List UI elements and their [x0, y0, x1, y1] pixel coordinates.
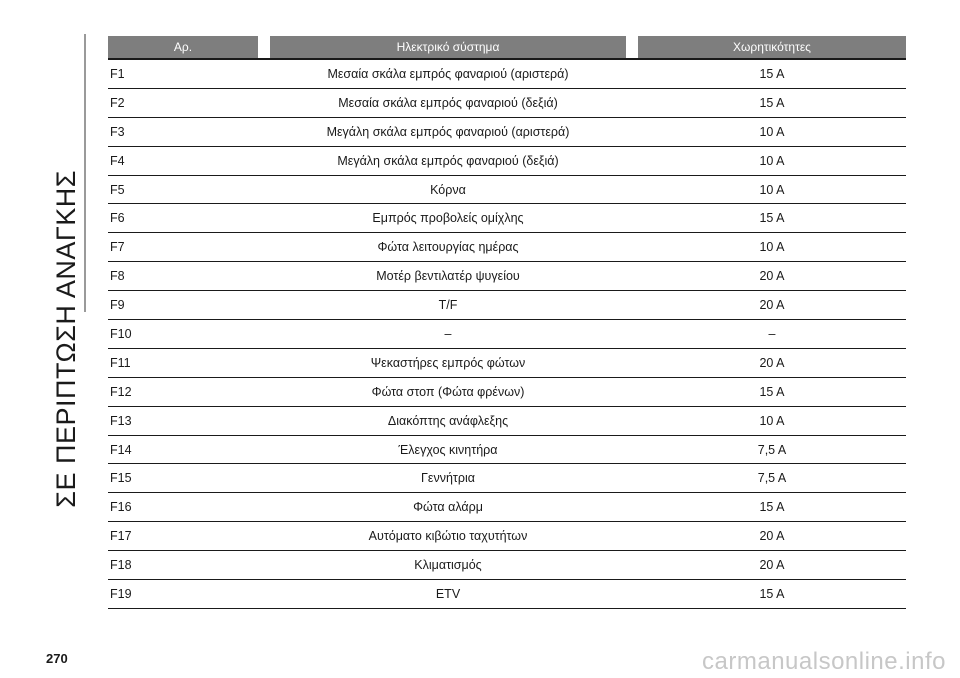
- table-row: [108, 436, 906, 465]
- fuse-number: F7: [108, 233, 258, 262]
- fuse-system: Μοτέρ βεντιλατέρ ψυγείου: [258, 262, 638, 291]
- fuse-system: Μεσαία σκάλα εμπρός φαναριού (δεξιά): [258, 89, 638, 118]
- fuse-number: F5: [108, 176, 258, 205]
- table-row: [108, 89, 906, 118]
- fuse-number: F15: [108, 464, 258, 493]
- section-title: ΣΕ ΠΕΡΙΠΤΩΣΗ ΑΝΑΓΚΗΣ: [51, 170, 81, 508]
- fuse-number: F4: [108, 147, 258, 176]
- fuse-number: F6: [108, 204, 258, 233]
- fuse-capacity: 15 A: [638, 580, 906, 609]
- fuse-system: Έλεγχος κινητήρα: [258, 436, 638, 465]
- fuse-capacity: 10 A: [638, 233, 906, 262]
- fuse-capacity: 10 A: [638, 176, 906, 205]
- fuse-number: F14: [108, 436, 258, 465]
- fuse-number: F3: [108, 118, 258, 147]
- fuse-capacity: 7,5 A: [638, 436, 906, 465]
- fuse-system: Διακόπτης ανάφλεξης: [258, 407, 638, 436]
- table-row: [108, 320, 906, 349]
- fuse-number: F19: [108, 580, 258, 609]
- fuse-system: Ψεκαστήρες εμπρός φώτων: [258, 349, 638, 378]
- fuse-number: F9: [108, 291, 258, 320]
- fuse-capacity: 15 A: [638, 60, 906, 89]
- fuse-system: Φώτα στοπ (Φώτα φρένων): [258, 378, 638, 407]
- fuse-system: Μεγάλη σκάλα εμπρός φαναριού (αριστερά): [258, 118, 638, 147]
- page-number: 270: [46, 651, 68, 666]
- table-row: [108, 349, 906, 378]
- fuse-capacity: 20 A: [638, 262, 906, 291]
- fuse-system: Φώτα αλάρμ: [258, 493, 638, 522]
- fuse-number: F16: [108, 493, 258, 522]
- fuse-capacity: 15 A: [638, 89, 906, 118]
- fuse-number: F10: [108, 320, 258, 349]
- table-row: [108, 464, 906, 493]
- table-row: [108, 60, 906, 89]
- fuse-capacity: 10 A: [638, 147, 906, 176]
- watermark: carmanualsonline.info: [702, 648, 946, 675]
- table-body: [108, 60, 906, 609]
- fuse-system: Εμπρός προβολείς ομίχλης: [258, 204, 638, 233]
- fuse-capacity: 7,5 A: [638, 464, 906, 493]
- fuse-capacity: 10 A: [638, 118, 906, 147]
- fuse-number: F17: [108, 522, 258, 551]
- fuse-capacity: 20 A: [638, 291, 906, 320]
- fuse-system: Φώτα λειτουργίας ημέρας: [258, 233, 638, 262]
- fuse-system: Αυτόματο κιβώτιο ταχυτήτων: [258, 522, 638, 551]
- fuse-number: F12: [108, 378, 258, 407]
- fuse-number: F2: [108, 89, 258, 118]
- fuse-capacity: 20 A: [638, 522, 906, 551]
- fuse-system: ETV: [258, 580, 638, 609]
- table-row: [108, 407, 906, 436]
- table-row: [108, 262, 906, 291]
- header-system: Ηλεκτρικό σύστημα: [270, 36, 626, 60]
- section-divider: [84, 34, 86, 312]
- table-row: [108, 580, 906, 609]
- table-row: [108, 204, 906, 233]
- table-row: [108, 378, 906, 407]
- fuse-system: Μεσαία σκάλα εμπρός φαναριού (αριστερά): [258, 60, 638, 89]
- table-row: [108, 118, 906, 147]
- fuse-capacity: 10 A: [638, 407, 906, 436]
- fuse-system: Γεννήτρια: [258, 464, 638, 493]
- fuse-system: T/F: [258, 291, 638, 320]
- fuse-system: Κόρνα: [258, 176, 638, 205]
- fuse-table: [108, 36, 906, 609]
- fuse-capacity: 15 A: [638, 493, 906, 522]
- fuse-capacity: 20 A: [638, 551, 906, 580]
- fuse-system: Κλιματισμός: [258, 551, 638, 580]
- fuse-capacity: 15 A: [638, 378, 906, 407]
- fuse-number: F18: [108, 551, 258, 580]
- table-row: [108, 176, 906, 205]
- fuse-capacity: 15 A: [638, 204, 906, 233]
- fuse-system: Μεγάλη σκάλα εμπρός φαναριού (δεξιά): [258, 147, 638, 176]
- table-row: [108, 291, 906, 320]
- table-row: [108, 233, 906, 262]
- fuse-number: F13: [108, 407, 258, 436]
- fuse-capacity: –: [638, 320, 906, 349]
- table-row: [108, 147, 906, 176]
- header-capacity: Χωρητικότητες: [638, 36, 906, 60]
- table-header-row: [108, 36, 906, 60]
- fuse-number: F11: [108, 349, 258, 378]
- fuse-number: F8: [108, 262, 258, 291]
- table-row: [108, 522, 906, 551]
- header-number: Αρ.: [108, 36, 258, 60]
- table-row: [108, 493, 906, 522]
- table-row: [108, 551, 906, 580]
- fuse-system: –: [258, 320, 638, 349]
- fuse-number: F1: [108, 60, 258, 89]
- fuse-capacity: 20 A: [638, 349, 906, 378]
